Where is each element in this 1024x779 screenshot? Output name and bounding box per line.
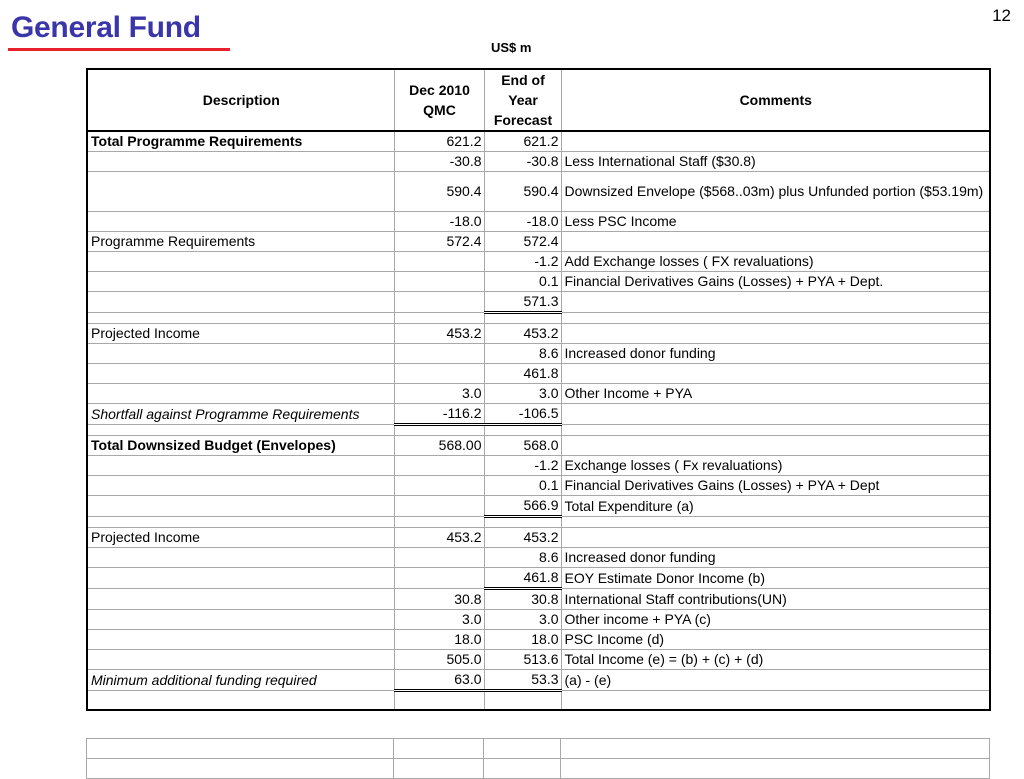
row-description <box>87 384 394 404</box>
table-row <box>87 456 990 476</box>
row-description <box>87 272 394 292</box>
row-comment <box>561 131 990 152</box>
row-description <box>87 212 394 232</box>
table-row <box>87 232 990 252</box>
row-forecast: 3.0 <box>484 384 561 404</box>
table-spacer-row <box>87 691 990 711</box>
table-row <box>87 548 990 568</box>
row-description <box>87 172 394 212</box>
row-description <box>87 610 394 630</box>
row-comment: EOY Estimate Donor Income (b) <box>561 568 990 589</box>
row-forecast: -1.2 <box>484 252 561 272</box>
row-comment: Other income + PYA (c) <box>561 610 990 630</box>
grid-row <box>87 759 990 779</box>
table-row <box>87 436 990 456</box>
row-forecast: -18.0 <box>484 212 561 232</box>
units-label: US$ m <box>491 40 532 55</box>
row-comment <box>561 517 990 528</box>
row-qmc <box>394 456 484 476</box>
grid-cell <box>394 759 484 779</box>
row-comment: Total Income (e) = (b) + (c) + (d) <box>561 650 990 670</box>
table-row <box>87 630 990 650</box>
table-row <box>87 172 990 212</box>
header-comments: Comments <box>561 69 990 131</box>
row-forecast: 30.8 <box>484 589 561 610</box>
row-qmc <box>394 517 484 528</box>
row-comment <box>561 528 990 548</box>
row-forecast: 566.9 <box>484 496 561 517</box>
row-qmc: 63.0 <box>394 670 484 691</box>
row-qmc <box>394 548 484 568</box>
row-comment: Financial Derivatives Gains (Losses) + PYA + Dept. <box>561 272 990 292</box>
row-forecast: 0.1 <box>484 476 561 496</box>
row-qmc <box>394 568 484 589</box>
row-comment <box>561 292 990 313</box>
row-qmc: -30.8 <box>394 152 484 172</box>
row-qmc: 453.2 <box>394 324 484 344</box>
row-qmc: 18.0 <box>394 630 484 650</box>
table-row <box>87 364 990 384</box>
table-row <box>87 568 990 589</box>
page-number: 12 <box>992 6 1011 25</box>
row-description: Shortfall against Programme Requirements <box>87 404 394 425</box>
table-row <box>87 344 990 364</box>
row-comment <box>561 232 990 252</box>
row-forecast: 568.0 <box>484 436 561 456</box>
grid-cell <box>561 759 990 779</box>
row-comment: Exchange losses ( Fx revaluations) <box>561 456 990 476</box>
row-forecast <box>484 691 561 711</box>
table-row <box>87 152 990 172</box>
row-comment <box>561 436 990 456</box>
row-qmc <box>394 425 484 436</box>
row-forecast: 53.3 <box>484 670 561 691</box>
row-description <box>87 344 394 364</box>
table-row <box>87 131 990 152</box>
table-row <box>87 589 990 610</box>
row-forecast: 461.8 <box>484 364 561 384</box>
row-forecast: 461.8 <box>484 568 561 589</box>
row-description <box>87 517 394 528</box>
row-forecast: 621.2 <box>484 131 561 152</box>
table-row <box>87 404 990 425</box>
row-comment: Increased donor funding <box>561 344 990 364</box>
row-qmc: 453.2 <box>394 528 484 548</box>
row-description <box>87 589 394 610</box>
row-description <box>87 496 394 517</box>
grid-row <box>87 739 990 759</box>
title-underline <box>8 48 230 51</box>
row-description <box>87 364 394 384</box>
row-qmc <box>394 292 484 313</box>
row-qmc: 3.0 <box>394 384 484 404</box>
row-description <box>87 152 394 172</box>
row-description <box>87 568 394 589</box>
row-description: Minimum additional funding required <box>87 670 394 691</box>
row-description <box>87 476 394 496</box>
row-comment: (a) - (e) <box>561 670 990 691</box>
table-row <box>87 324 990 344</box>
row-forecast: 8.6 <box>484 344 561 364</box>
table-row <box>87 496 990 517</box>
row-qmc: 572.4 <box>394 232 484 252</box>
row-description: Projected Income <box>87 324 394 344</box>
table-row <box>87 272 990 292</box>
row-comment: PSC Income (d) <box>561 630 990 650</box>
row-comment <box>561 324 990 344</box>
table-spacer-row <box>87 517 990 528</box>
row-forecast: 513.6 <box>484 650 561 670</box>
table-spacer-row <box>87 425 990 436</box>
row-qmc: 30.8 <box>394 589 484 610</box>
row-description: Total Downsized Budget (Envelopes) <box>87 436 394 456</box>
grid-cell <box>87 739 394 759</box>
row-qmc <box>394 364 484 384</box>
row-qmc <box>394 272 484 292</box>
row-forecast: 572.4 <box>484 232 561 252</box>
header-qmc: Dec 2010 QMC <box>394 69 484 131</box>
row-forecast: 453.2 <box>484 324 561 344</box>
row-qmc: 505.0 <box>394 650 484 670</box>
row-comment: Downsized Envelope ($568..03m) plus Unfunded portion ($53.19m) <box>561 172 990 212</box>
row-description <box>87 691 394 711</box>
row-qmc <box>394 313 484 324</box>
grid-cell <box>87 759 394 779</box>
table-row <box>87 384 990 404</box>
grid-cell <box>394 739 484 759</box>
row-comment: Less International Staff ($30.8) <box>561 152 990 172</box>
row-description <box>87 456 394 476</box>
row-description <box>87 425 394 436</box>
table-row <box>87 292 990 313</box>
row-description: Projected Income <box>87 528 394 548</box>
row-description <box>87 548 394 568</box>
row-forecast: 3.0 <box>484 610 561 630</box>
table-row <box>87 252 990 272</box>
row-forecast: -1.2 <box>484 456 561 476</box>
row-qmc <box>394 476 484 496</box>
table-row <box>87 476 990 496</box>
row-comment: Total Expenditure (a) <box>561 496 990 517</box>
row-description: Programme Requirements <box>87 232 394 252</box>
row-comment: Less PSC Income <box>561 212 990 232</box>
row-qmc: -116.2 <box>394 404 484 425</box>
row-comment <box>561 404 990 425</box>
table-row <box>87 610 990 630</box>
spreadsheet-gridlines <box>86 738 990 779</box>
row-description <box>87 650 394 670</box>
row-forecast <box>484 425 561 436</box>
row-comment: International Staff contributions(UN) <box>561 589 990 610</box>
slide-title: General Fund <box>11 11 201 44</box>
row-qmc: 590.4 <box>394 172 484 212</box>
table-row <box>87 528 990 548</box>
row-description <box>87 252 394 272</box>
row-qmc: -18.0 <box>394 212 484 232</box>
row-forecast: 590.4 <box>484 172 561 212</box>
row-comment <box>561 364 990 384</box>
table-row <box>87 212 990 232</box>
row-comment: Other Income + PYA <box>561 384 990 404</box>
table-header-row <box>87 69 990 131</box>
table-row <box>87 670 990 691</box>
row-description <box>87 630 394 650</box>
row-qmc <box>394 344 484 364</box>
row-forecast: 18.0 <box>484 630 561 650</box>
row-forecast: -106.5 <box>484 404 561 425</box>
table-row <box>87 650 990 670</box>
row-qmc: 568.00 <box>394 436 484 456</box>
grid-cell <box>484 739 561 759</box>
row-forecast: 8.6 <box>484 548 561 568</box>
row-forecast: 453.2 <box>484 528 561 548</box>
row-comment <box>561 691 990 711</box>
row-comment <box>561 313 990 324</box>
row-forecast: 571.3 <box>484 292 561 313</box>
header-forecast: End of Year Forecast <box>484 69 561 131</box>
row-forecast: 0.1 <box>484 272 561 292</box>
table-spacer-row <box>87 313 990 324</box>
row-comment: Increased donor funding <box>561 548 990 568</box>
row-comment <box>561 425 990 436</box>
grid-cell <box>561 739 990 759</box>
general-fund-table <box>86 68 991 711</box>
row-description <box>87 313 394 324</box>
row-description: Total Programme Requirements <box>87 131 394 152</box>
row-qmc <box>394 691 484 711</box>
row-qmc <box>394 252 484 272</box>
row-description <box>87 292 394 313</box>
row-forecast <box>484 517 561 528</box>
row-comment: Financial Derivatives Gains (Losses) + PYA + Dept <box>561 476 990 496</box>
row-forecast <box>484 313 561 324</box>
row-qmc: 3.0 <box>394 610 484 630</box>
header-description: Description <box>87 69 394 131</box>
row-forecast: -30.8 <box>484 152 561 172</box>
row-qmc: 621.2 <box>394 131 484 152</box>
grid-cell <box>484 759 561 779</box>
row-qmc <box>394 496 484 517</box>
row-comment: Add Exchange losses ( FX revaluations) <box>561 252 990 272</box>
